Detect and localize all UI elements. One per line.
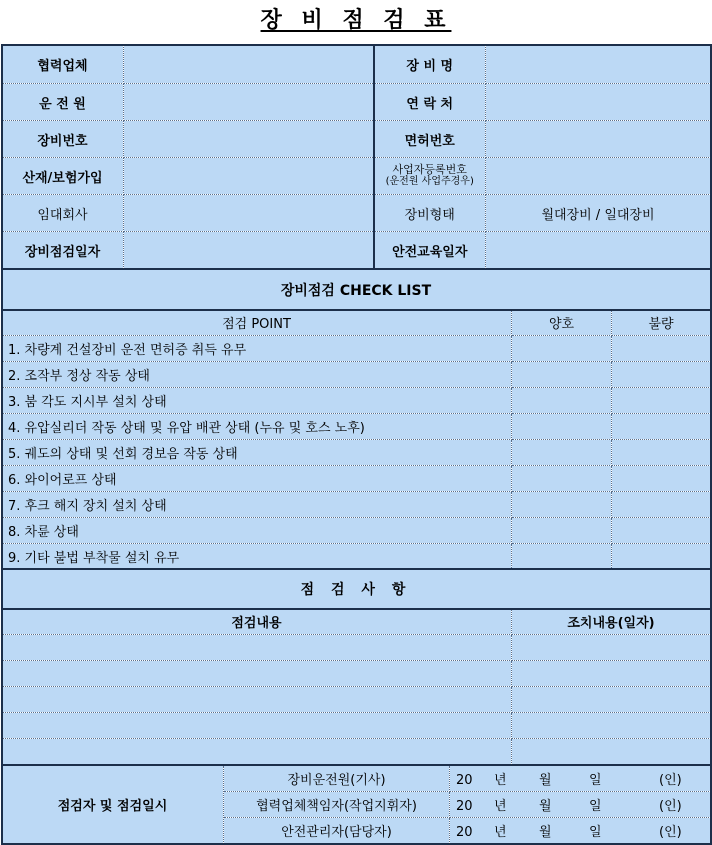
info-value-field[interactable] — [486, 121, 711, 158]
seal-mark: (인) — [659, 772, 682, 788]
inspection-table — [1, 568, 711, 765]
month-unit: 월 — [539, 772, 552, 788]
equipment-type-value[interactable]: 월대장비 / 일대장비 — [486, 195, 711, 232]
info-label: 산재/보험가입 — [2, 158, 124, 195]
inspection-row — [2, 686, 711, 712]
info-row — [2, 84, 711, 121]
checklist-table — [1, 268, 711, 570]
checklist-item — [2, 517, 711, 543]
info-label: 협력업체 — [2, 46, 124, 84]
checklist-item — [2, 335, 711, 361]
good-checkbox[interactable] — [512, 387, 612, 413]
info-label: 임대회사 — [2, 195, 124, 232]
info-label-stacked — [374, 158, 486, 195]
inspection-header-row — [2, 609, 711, 634]
inspection-action-field[interactable] — [512, 634, 711, 660]
info-label: 운 전 원 — [2, 84, 124, 121]
checklist-item — [2, 491, 711, 517]
year-prefix: 20 — [456, 798, 473, 814]
checklist-item-label: 9. 기타 불법 부착물 설치 유무 — [2, 543, 512, 569]
inspection-action-field[interactable] — [512, 660, 711, 686]
info-value-field[interactable] — [124, 195, 374, 232]
inspection-content-field[interactable] — [2, 660, 512, 686]
info-label: 장비형태 — [374, 195, 486, 232]
header-content: 점검내용 — [2, 609, 512, 634]
inspection-row — [2, 738, 711, 764]
bad-checkbox[interactable] — [612, 413, 711, 439]
signoff-role: 협력업체책임자(작업지휘자) — [224, 791, 450, 817]
info-value-field[interactable] — [124, 232, 374, 269]
info-value-field[interactable] — [486, 46, 711, 84]
checklist-item — [2, 413, 711, 439]
page-title: 장 비 점 검 표 — [260, 8, 452, 33]
inspection-content-field[interactable] — [2, 686, 512, 712]
bad-checkbox[interactable] — [612, 335, 711, 361]
good-checkbox[interactable] — [512, 413, 612, 439]
inspection-content-field[interactable] — [2, 738, 512, 764]
bad-checkbox[interactable] — [612, 543, 711, 569]
month-unit: 월 — [539, 798, 552, 814]
inspection-action-field[interactable] — [512, 712, 711, 738]
inspection-row — [2, 712, 711, 738]
inspection-content-field[interactable] — [2, 634, 512, 660]
info-value-field[interactable] — [124, 46, 374, 84]
good-checkbox[interactable] — [512, 517, 612, 543]
checklist-item-label: 1. 차량계 건설장비 운전 면허증 취득 유무 — [2, 335, 512, 361]
good-checkbox[interactable] — [512, 361, 612, 387]
checklist-item — [2, 361, 711, 387]
good-checkbox[interactable] — [512, 439, 612, 465]
year-unit: 년 — [494, 798, 507, 814]
info-row — [2, 232, 711, 269]
bad-checkbox[interactable] — [612, 465, 711, 491]
inspection-title-row — [2, 569, 711, 609]
checklist-title-row — [2, 269, 711, 310]
signoff-role: 안전관리자(담당자) — [224, 817, 450, 843]
checklist-item — [2, 387, 711, 413]
day-unit: 일 — [589, 798, 602, 814]
info-value-field[interactable] — [486, 84, 711, 121]
checklist-header-row — [2, 310, 711, 335]
info-label: 면허번호 — [374, 121, 486, 158]
checklist-item-label: 4. 유압실리더 작동 상태 및 유압 배관 상태 (누유 및 호스 노후) — [2, 413, 512, 439]
info-label: 장 비 명 — [374, 46, 486, 84]
day-unit: 일 — [589, 772, 602, 788]
seal-mark: (인) — [659, 798, 682, 814]
checklist-item — [2, 439, 711, 465]
signoff-date-field[interactable] — [450, 817, 711, 843]
checklist-item — [2, 465, 711, 491]
bad-checkbox[interactable] — [612, 439, 711, 465]
info-row — [2, 195, 711, 232]
inspection-row — [2, 660, 711, 686]
page-title-bar — [0, 0, 712, 37]
info-row — [2, 158, 711, 195]
info-label: 연 락 처 — [374, 84, 486, 121]
info-table — [1, 45, 711, 269]
bad-checkbox[interactable] — [612, 491, 711, 517]
checklist-item-label: 2. 조작부 정상 작동 상태 — [2, 361, 512, 387]
year-unit: 년 — [494, 824, 507, 840]
info-label: 장비점검일자 — [2, 232, 124, 269]
good-checkbox[interactable] — [512, 543, 612, 569]
checklist-item-label: 5. 궤도의 상태 및 선회 경보음 작동 상태 — [2, 439, 512, 465]
inspection-action-field[interactable] — [512, 738, 711, 764]
year-unit: 년 — [494, 772, 507, 788]
year-prefix: 20 — [456, 824, 473, 840]
bad-checkbox[interactable] — [612, 517, 711, 543]
header-point: 점검 POINT — [2, 310, 512, 335]
month-unit: 월 — [539, 824, 552, 840]
checklist-item-label: 6. 와이어로프 상태 — [2, 465, 512, 491]
info-value-field[interactable] — [486, 232, 711, 269]
bad-checkbox[interactable] — [612, 387, 711, 413]
checklist-item-label: 7. 후크 해지 장치 설치 상태 — [2, 491, 512, 517]
inspection-title: 점 검 사 항 — [2, 569, 711, 609]
info-label: 장비번호 — [2, 121, 124, 158]
info-row — [2, 121, 711, 158]
checklist-item-label: 8. 차륜 상태 — [2, 517, 512, 543]
good-checkbox[interactable] — [512, 335, 612, 361]
signoff-role: 장비운전원(기사) — [224, 765, 450, 791]
info-value-field[interactable] — [486, 158, 711, 195]
info-value-field[interactable] — [124, 84, 374, 121]
seal-mark: (인) — [659, 824, 682, 840]
info-value-field[interactable] — [124, 158, 374, 195]
good-checkbox[interactable] — [512, 491, 612, 517]
info-label: 사업자등록번호 — [392, 163, 467, 176]
header-good: 양호 — [512, 310, 612, 335]
checklist-item — [2, 543, 711, 569]
info-row — [2, 46, 711, 84]
checklist-item-label: 3. 붐 각도 지시부 설치 상태 — [2, 387, 512, 413]
inspection-action-field[interactable] — [512, 686, 711, 712]
header-bad: 불량 — [612, 310, 711, 335]
signoff-date-field[interactable] — [450, 791, 711, 817]
bad-checkbox[interactable] — [612, 361, 711, 387]
info-label-sub: (운전원 사업주경우) — [385, 176, 474, 187]
signoff-row — [2, 765, 711, 791]
signoff-date-field[interactable] — [450, 765, 711, 791]
inspection-row — [2, 634, 711, 660]
good-checkbox[interactable] — [512, 465, 612, 491]
year-prefix: 20 — [456, 772, 473, 788]
info-label: 안전교육일자 — [374, 232, 486, 269]
info-value-field[interactable] — [124, 121, 374, 158]
signoff-table — [1, 764, 711, 844]
signoff-label: 점검자 및 점검일시 — [2, 765, 224, 843]
inspection-content-field[interactable] — [2, 712, 512, 738]
header-action: 조치내용(일자) — [512, 609, 711, 634]
checklist-title: 장비점검 CHECK LIST — [2, 269, 711, 310]
day-unit: 일 — [589, 824, 602, 840]
